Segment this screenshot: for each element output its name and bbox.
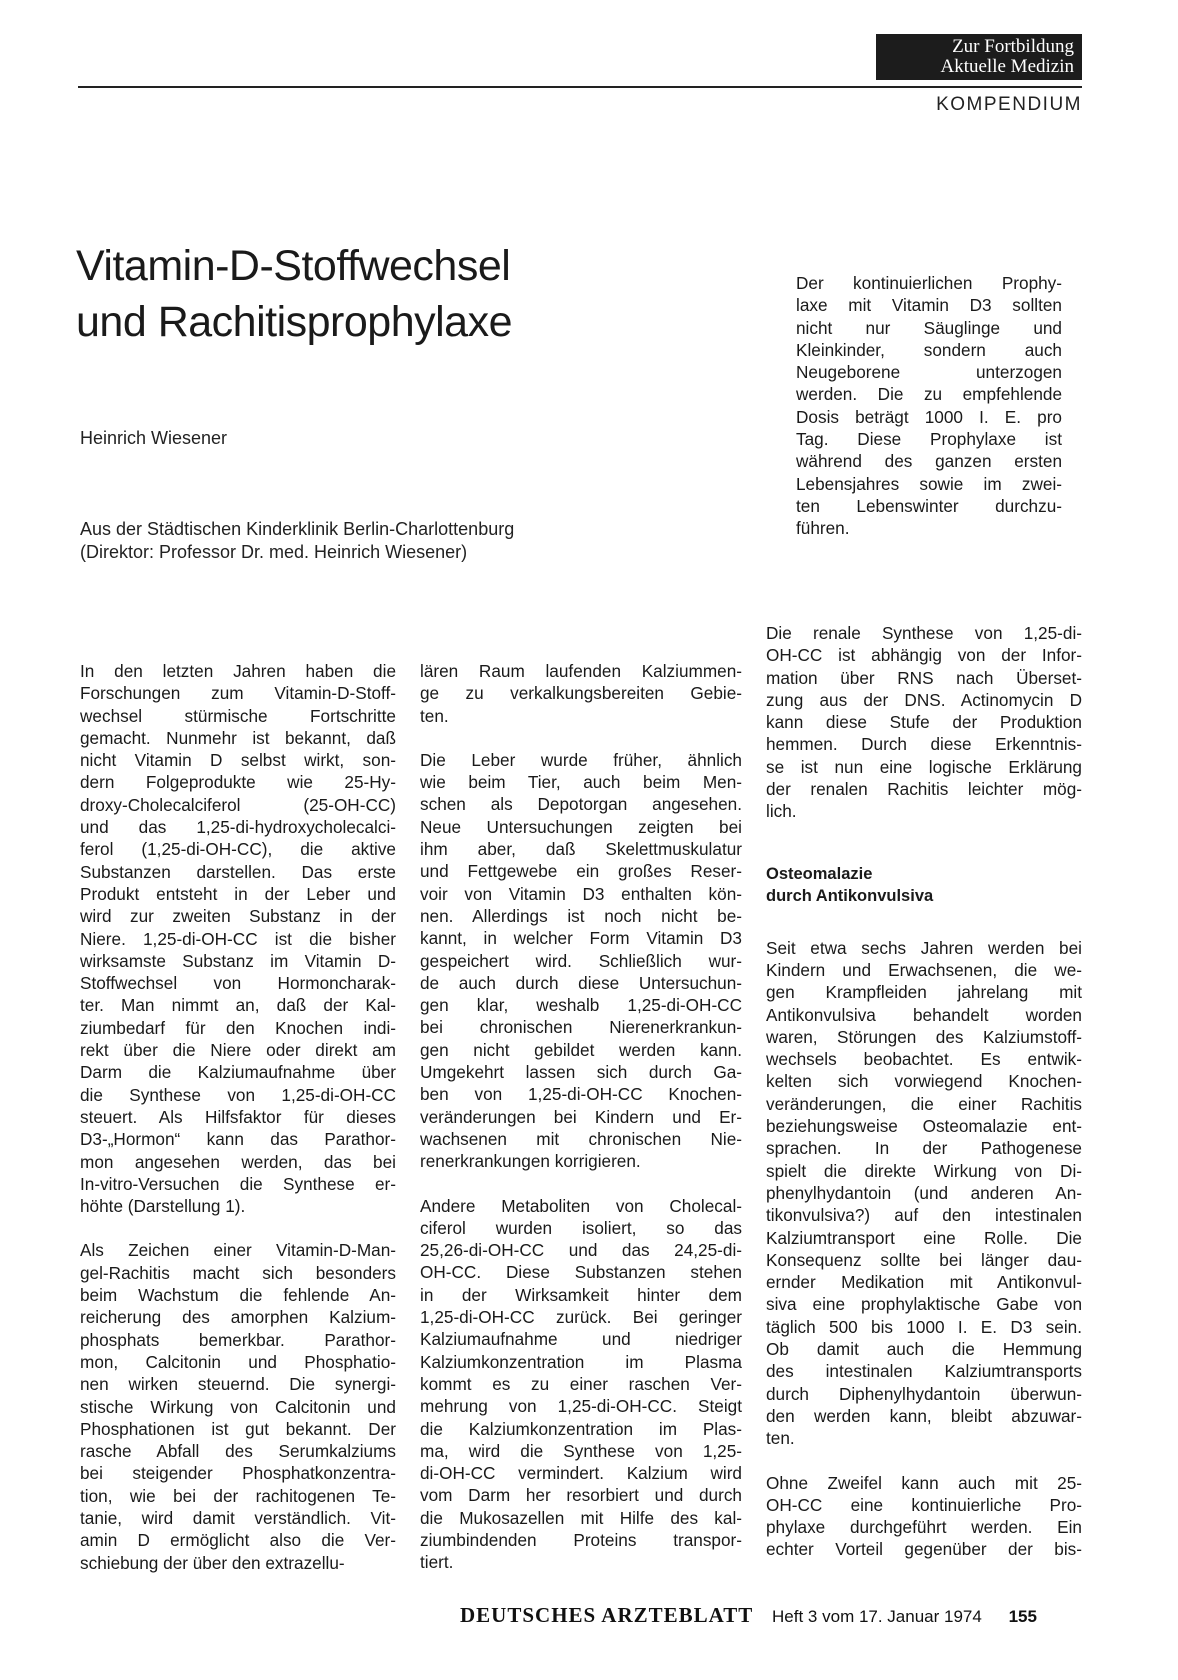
text-line: droxy-Cholecalciferol (25-OH-CC) — [80, 794, 396, 815]
text-line: tiert. — [420, 1552, 454, 1573]
text-line: lich. — [766, 801, 797, 822]
text-line: Forschungen zum Vitamin-D-Stoff- — [80, 683, 396, 704]
text-line: veränderungen, die einer Rachitis — [766, 1093, 1082, 1114]
text-line: bei chronischen Nierenerkrankun- — [420, 1017, 742, 1038]
text-line: D3-„Hormon“ kann das Parathor- — [80, 1129, 396, 1150]
text-line: OH-CC eine kontinuierliche Pro- — [766, 1494, 1082, 1515]
rubric-box — [876, 34, 1082, 80]
text-line: renerkrankungen korrigieren. — [420, 1151, 641, 1172]
text-line: steuert. Als Hilfsfaktor für dieses — [80, 1106, 396, 1127]
journal-name: DEUTSCHES ARZTEBLATT — [460, 1603, 754, 1627]
text-line: wechsels beobachtet. Es entwik- — [766, 1049, 1082, 1070]
text-line: dern Folgeprodukte wie 25-Hy- — [80, 772, 396, 793]
text-line: kannt, in welcher Form Vitamin D3 — [420, 928, 742, 949]
text-line: durch Diphenylhydantoin überwun- — [766, 1383, 1082, 1404]
text-line: Darm die Kalziumaufnahme über — [80, 1062, 396, 1083]
text-line: Kleinkinder, sondern auch — [796, 339, 1062, 360]
text-line: führen. — [796, 518, 850, 539]
text-line: wechsel stürmische Fortschritte — [80, 705, 396, 726]
text-line: Tag. Diese Prophylaxe ist — [796, 429, 1062, 450]
text-line: und Fettgewebe ein großes Reser- — [420, 861, 742, 882]
text-line: Ohne Zweifel kann auch mit 25- — [766, 1472, 1082, 1493]
text-line: mehrung von 1,25-di-OH-CC. Steigt — [420, 1396, 742, 1417]
text-line: den werden kann, bleibt abzuwar- — [766, 1405, 1082, 1426]
text-line: ten. — [420, 705, 449, 726]
text-line: ciferol wurden isoliert, so das — [420, 1217, 742, 1238]
text-line: schiebung der über den extrazellu- — [80, 1552, 345, 1573]
text-line: ge zu verkalkungsbereiten Gebie- — [420, 683, 742, 704]
text-line: kann diese Stufe der Produktion — [766, 712, 1082, 733]
text-line: rasche Abfall des Serumkalziums — [80, 1441, 396, 1462]
text-line: kelten sich vorwiegend Knochen- — [766, 1071, 1082, 1092]
subheading-line-2: durch Antikonvulsiva — [766, 886, 934, 905]
page-footer — [460, 1603, 1082, 1628]
text-line: mon, Calcitonin und Phosphatio- — [80, 1351, 396, 1372]
text-line: siva eine prophylaktische Gabe von — [766, 1294, 1082, 1315]
text-line: spielt die direkte Wirkung von Di- — [766, 1160, 1082, 1181]
text-line: nen wirken steuernd. Die synergi- — [80, 1374, 396, 1395]
text-line: wirksamste Substanz im Vitamin D- — [80, 950, 396, 971]
text-line: wachsenen mit chronischen Nie- — [420, 1128, 742, 1149]
text-line: mation über RNS nach Überset- — [766, 667, 1082, 688]
text-line: Kalziumaufnahme und niedriger — [420, 1329, 742, 1350]
text-line: OH-CC. Diese Substanzen stehen — [420, 1262, 742, 1283]
text-line: Konsequenz sollte bei länger dau- — [766, 1249, 1082, 1270]
text-line: beim Wachstum die fehlende An- — [80, 1285, 396, 1306]
paragraph — [80, 1239, 396, 1573]
rubric-line-2: Aktuelle Medizin — [940, 56, 1074, 77]
text-line: schen als Depotorgan angesehen. — [420, 794, 742, 815]
text-line: Neugeborene unterzogen — [796, 362, 1062, 383]
text-line: und das 1,25-di-hydroxycholecalci- — [80, 817, 396, 838]
text-line: beziehungsweise Osteomalazie ent- — [766, 1116, 1082, 1137]
text-line: wie beim Tier, auch beim Men- — [420, 772, 742, 793]
text-line: sprachen. In der Pathogenese — [766, 1138, 1082, 1159]
text-line: höhte (Darstellung 1). — [80, 1196, 246, 1217]
text-line: OH-CC ist abhängig von der Infor- — [766, 645, 1082, 666]
body-column-3 — [766, 622, 1082, 1583]
text-line: werden. Die zu empfehlende — [796, 384, 1062, 405]
text-line: ihm aber, daß Skelettmuskulatur — [420, 839, 742, 860]
text-line: ziumbedarf für den Knochen indi- — [80, 1017, 396, 1038]
author: Heinrich Wiesener — [80, 428, 228, 448]
text-line: 25,26-di-OH-CC und das 24,25-di- — [420, 1240, 742, 1261]
text-line: 1,25-di-OH-CC zurück. Bei geringer — [420, 1307, 742, 1328]
title-line-2: und Rachitisprophylaxe — [76, 298, 512, 346]
body-column-2 — [420, 660, 742, 1596]
text-line: amin D ermöglicht also die Ver- — [80, 1530, 396, 1551]
text-line: ziumbindenden Proteins transpor- — [420, 1529, 742, 1550]
paragraph — [420, 1195, 742, 1574]
text-line: täglich 500 bis 1000 I. E. D3 sein. — [766, 1316, 1082, 1337]
text-line: reicherung des amorphen Kalzium- — [80, 1307, 396, 1328]
text-line: Umgekehrt lassen sich durch Ga- — [420, 1062, 742, 1083]
text-line: waren, Störungen des Kalziumstoff- — [766, 1026, 1082, 1047]
text-line: Substanzen darstellen. Das erste — [80, 861, 396, 882]
text-line: ten Lebenswinter durchzu- — [796, 495, 1062, 516]
text-line: ben von 1,25-di-OH-CC Knochen- — [420, 1084, 742, 1105]
text-line: des intestinalen Kalziumtransports — [766, 1361, 1082, 1382]
subheading-line-1: Osteomalazie — [766, 864, 873, 883]
text-line: ernder Medikation mit Antikonvul- — [766, 1272, 1082, 1293]
paragraph — [80, 660, 396, 1217]
text-line: echter Vorteil gegenüber der bis- — [766, 1539, 1082, 1560]
text-line: In den letzten Jahren haben die — [80, 661, 396, 681]
text-line: die Mukosazellen mit Hilfe des kal- — [420, 1507, 742, 1528]
text-line: wird zur zweiten Substanz in der — [80, 906, 396, 927]
text-line: in der Wirksamkeit hinter dem — [420, 1284, 742, 1305]
text-line: die Synthese von 1,25-di-OH-CC — [80, 1084, 396, 1105]
text-line: Niere. 1,25-di-OH-CC ist die bisher — [80, 928, 396, 949]
text-line: lären Raum laufenden Kalziummen- — [420, 661, 742, 681]
abstract — [796, 272, 1062, 562]
text-line: Die renale Synthese von 1,25-di- — [766, 623, 1082, 643]
text-line: Der kontinuierlichen Prophy- — [796, 273, 1062, 293]
section-label: KOMPENDIUM — [936, 94, 1082, 115]
text-line: tanie, wird damit verständlich. Vit- — [80, 1507, 396, 1528]
text-line: Ob damit auch die Hemmung — [766, 1339, 1082, 1360]
text-line: phylaxe durchgeführt werden. Ein — [766, 1517, 1082, 1538]
rubric-line-1: Zur Fortbildung — [952, 36, 1074, 57]
text-line: nicht nur Säuglinge und — [796, 317, 1062, 338]
text-line: hemmen. Durch diese Erkenntnis- — [766, 734, 1082, 755]
subheading — [766, 863, 1082, 907]
affiliation — [80, 518, 514, 564]
issue-info: Heft 3 vom 17. Januar 1974 — [772, 1607, 982, 1626]
text-line: Kalziumtransport eine Rolle. Die — [766, 1227, 1082, 1248]
text-line: gen Krampfleiden jahrelang mit — [766, 982, 1082, 1003]
text-line: vom Darm her resorbiert und durch — [420, 1485, 742, 1506]
text-line: Die Leber wurde früher, ähnlich — [420, 749, 742, 770]
text-line: ma, wird die Synthese von 1,25- — [420, 1440, 742, 1461]
text-line: Kindern und Erwachsenen, die we- — [766, 959, 1082, 980]
text-line: Neue Untersuchungen zeigten bei — [420, 816, 742, 837]
text-line: gespeichert wird. Schließlich wur- — [420, 950, 742, 971]
paragraph — [766, 937, 1082, 1450]
text-line: In-vitro-Versuchen die Synthese er- — [80, 1173, 396, 1194]
text-line: mon angesehen werden, das bei — [80, 1151, 396, 1172]
text-line: zung aus der DNS. Actinomycin D — [766, 689, 1082, 710]
text-line: nen. Allerdings ist noch nicht be- — [420, 905, 742, 926]
text-line: rekt über die Niere oder direkt am — [80, 1040, 396, 1061]
body-column-1 — [80, 660, 396, 1596]
text-line: stische Wirkung von Calcitonin und — [80, 1396, 396, 1417]
article-title — [76, 238, 716, 350]
paragraph — [766, 1472, 1082, 1561]
text-line: ferol (1,25-di-OH-CC), die aktive — [80, 839, 396, 860]
text-line: phosphats bemerkbar. Parathor- — [80, 1329, 396, 1350]
text-line: tion, wie bei der rachitogenen Te- — [80, 1485, 396, 1506]
text-line: der renalen Rachitis leichter mög- — [766, 779, 1082, 800]
paragraph — [420, 749, 742, 1173]
text-line: bei steigender Phosphatkonzentra- — [80, 1463, 396, 1484]
text-line: gen nicht gebildet werden kann. — [420, 1039, 742, 1060]
text-line: gel-Rachitis macht sich besonders — [80, 1262, 396, 1283]
text-line: Phosphationen ist gut bekannt. Der — [80, 1418, 396, 1439]
paragraph — [766, 622, 1082, 823]
paragraph — [420, 660, 742, 727]
text-line: Als Zeichen einer Vitamin-D-Man- — [80, 1240, 396, 1261]
text-line: Lebensjahres sowie im zwei- — [796, 473, 1062, 494]
text-line: de auch durch diese Untersuchun- — [420, 972, 742, 993]
text-line: tikonvulsiva?) auf den intestinalen — [766, 1205, 1082, 1226]
text-line: Stoffwechsel von Hormoncharak- — [80, 973, 396, 994]
text-line: phenylhydantoin (und anderen An- — [766, 1182, 1082, 1203]
text-line: während des ganzen ersten — [796, 451, 1062, 472]
text-line: veränderungen bei Kindern und Er- — [420, 1106, 742, 1127]
page-number: 155 — [1008, 1607, 1037, 1626]
text-line: gen klar, weshalb 1,25-di-OH-CC — [420, 995, 742, 1016]
text-line: voir von Vitamin D3 enthalten kön- — [420, 883, 742, 904]
text-line: ter. Man nimmt an, daß der Kal- — [80, 995, 396, 1016]
text-line: die Kalziumkonzentration im Plas- — [420, 1418, 742, 1439]
text-line: se ist nun eine logische Erklärung — [766, 756, 1082, 777]
header-rule — [78, 86, 1082, 88]
text-line: nicht Vitamin D selbst wirkt, son- — [80, 750, 396, 771]
affiliation-line-2: (Direktor: Professor Dr. med. Heinrich Wiesener) — [80, 542, 468, 562]
abstract-paragraph — [796, 272, 1062, 540]
text-line: di-OH-CC vermindert. Kalzium wird — [420, 1463, 742, 1484]
text-line: kommt es zu einer raschen Ver- — [420, 1373, 742, 1394]
text-line: Andere Metaboliten von Cholecal- — [420, 1195, 742, 1216]
text-line: Produkt entsteht in der Leber und — [80, 883, 396, 904]
text-line: gemacht. Nunmehr ist bekannt, daß — [80, 727, 396, 748]
text-line: ten. — [766, 1428, 795, 1449]
title-line-1: Vitamin-D-Stoffwechsel — [76, 242, 511, 290]
text-line: laxe mit Vitamin D3 sollten — [796, 295, 1062, 316]
text-line: Seit etwa sechs Jahren werden bei — [766, 937, 1082, 958]
affiliation-line-1: Aus der Städtischen Kinderklinik Berlin-Charlottenburg — [80, 519, 515, 539]
text-line: Dosis beträgt 1000 I. E. pro — [796, 406, 1062, 427]
text-line: Kalziumkonzentration im Plasma — [420, 1351, 742, 1372]
text-line: Antikonvulsiva behandelt worden — [766, 1004, 1082, 1025]
